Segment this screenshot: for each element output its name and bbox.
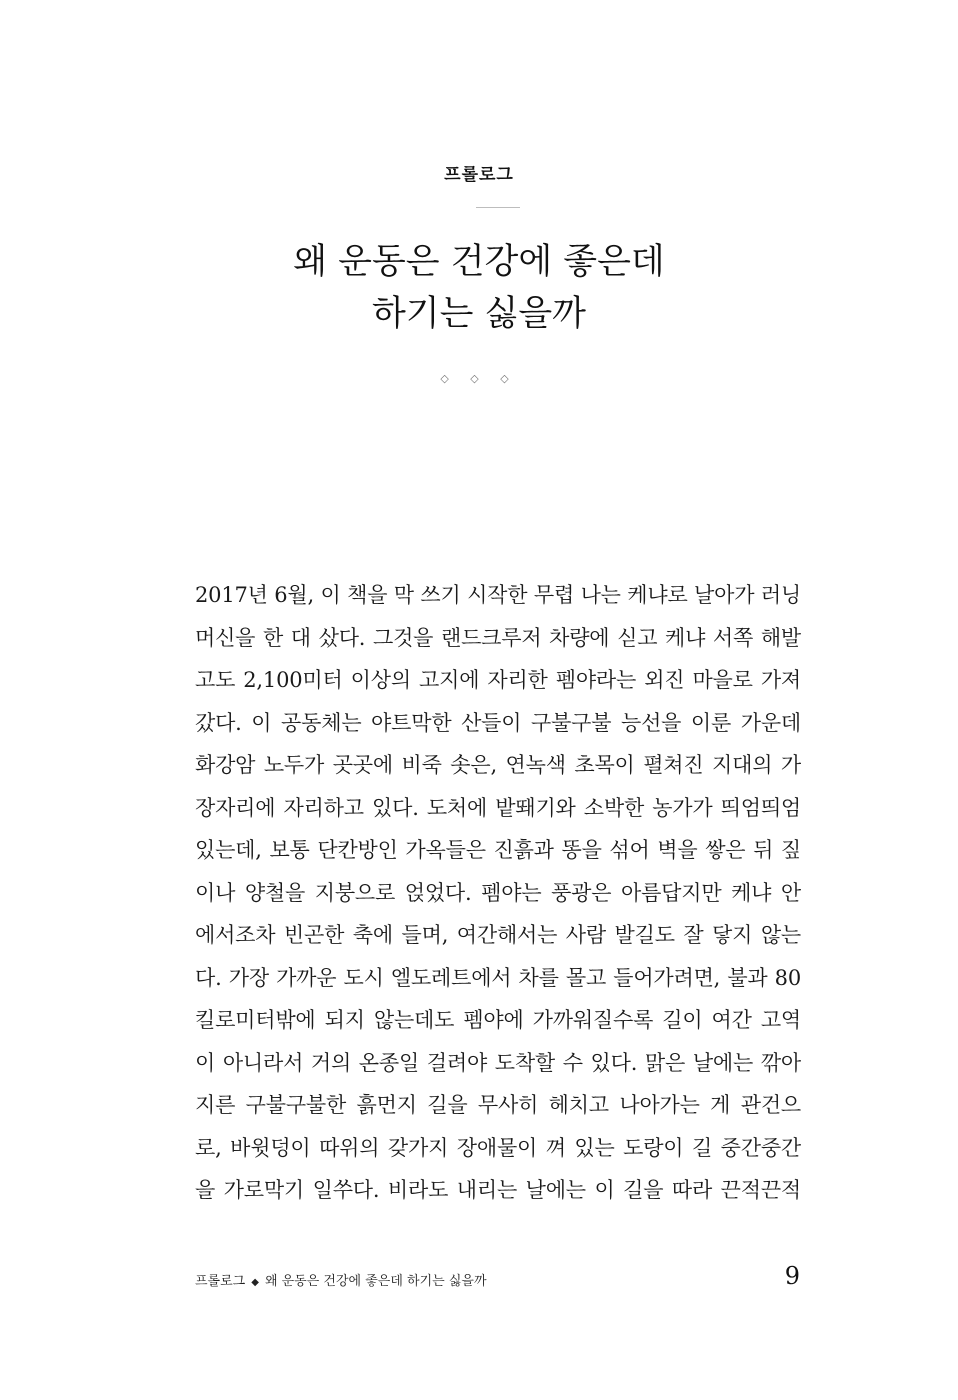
body-line: 머신을 한 대 샀다. 그것을 랜드크루저 차량에 싣고 케냐 서쪽 해발 xyxy=(195,625,801,650)
body-line: 에서조차 빈곤한 축에 들며, 여간해서는 사람 발길도 잘 닿지 않는 xyxy=(195,923,801,947)
chapter-title-line-2: 하기는 싫을까 xyxy=(372,294,586,334)
footer-diamond-icon: ◆ xyxy=(251,1277,259,1288)
page-number: 9 xyxy=(784,1262,800,1290)
body-line: 킬로미터밖에 되지 않는데도 펨야에 가까워질수록 길이 여간 고역 xyxy=(195,1008,801,1032)
body-text xyxy=(195,574,801,1212)
running-footer xyxy=(195,1270,487,1289)
body-line: 이나 양철을 지붕으로 얹었다. 펨야는 풍광은 아름답지만 케냐 안 xyxy=(195,880,801,905)
body-line: 고도 2,100미터 이상의 고지에 자리한 펨야라는 외진 마을로 가져 xyxy=(195,668,801,692)
chapter-label: 프롤로그 xyxy=(444,165,514,185)
chapter-title-line-1: 왜 운동은 건강에 좋은데 xyxy=(293,242,665,282)
body-line: 장자리에 자리하고 있다. 도처에 밭뙈기와 소박한 농가가 띄엄띄엄 xyxy=(195,795,801,820)
body-line: 로, 바윗덩이 따위의 갖가지 장애물이 껴 있는 도랑이 길 중간중간 xyxy=(195,1135,801,1160)
body-line: 있는데, 보통 단칸방인 가옥들은 진흙과 똥을 섞어 벽을 쌓은 뒤 짚 xyxy=(195,838,801,862)
chapter-title xyxy=(0,236,958,340)
ornament-diamonds: ◇ ◇ ◇ xyxy=(440,372,518,385)
body-line: 이 아니라서 거의 온종일 걸려야 도착할 수 있다. 맑은 날에는 깎아 xyxy=(195,1050,801,1075)
body-line: 2017년 6월, 이 책을 막 쓰기 시작한 무렵 나는 케냐로 날아가 러닝 xyxy=(195,583,801,607)
body-line: 지른 구불구불한 흙먼지 길을 무사히 헤치고 나아가는 게 관건으 xyxy=(195,1093,801,1117)
body-line: 갔다. 이 공동체는 야트막한 산들이 구불구불 능선을 이룬 가운데 xyxy=(195,710,801,735)
body-line: 을 가로막기 일쑤다. 비라도 내리는 날에는 이 길을 따라 끈적끈적 xyxy=(195,1178,801,1202)
title-divider xyxy=(476,207,520,208)
body-line: 다. 가장 가까운 도시 엘도레트에서 차를 몰고 들어가려면, 불과 80 xyxy=(195,965,801,990)
footer-chapter: 프롤로그 xyxy=(195,1274,246,1289)
footer-title: 왜 운동은 건강에 좋은데 하기는 싫을까 xyxy=(264,1274,487,1289)
body-line: 화강암 노두가 곳곳에 비죽 솟은, 연녹색 초목이 펼쳐진 지대의 가 xyxy=(195,753,801,777)
